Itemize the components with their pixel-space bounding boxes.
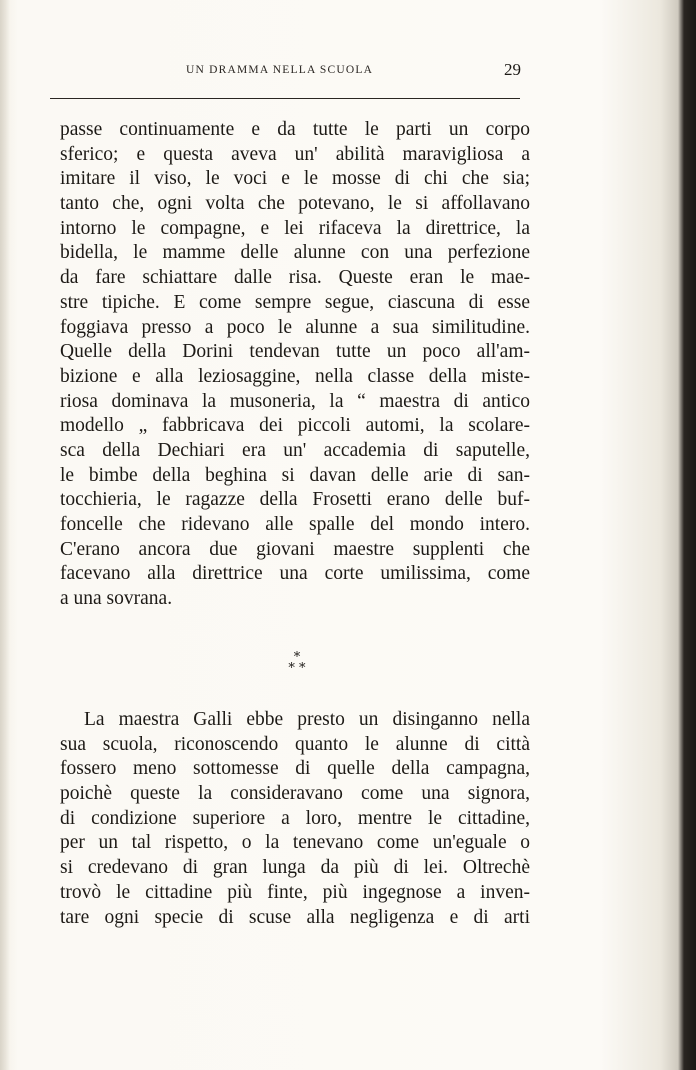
text-line: tanto che, ogni volta che potevano, le si affollavano	[60, 193, 530, 215]
text-line: riosa dominava la musoneria, la “ maestra di antico	[60, 390, 530, 412]
text-line: sua scuola, riconoscendo quanto le alunne di città	[60, 733, 530, 755]
asterism-top: *	[293, 650, 301, 665]
text-line: foncelle che ridevano alle spalle del mondo intero.	[60, 514, 530, 535]
text-line: foggiava presso a poco le alunne a sua similitudine.	[60, 316, 530, 338]
text-line: tocchieria, le ragazze della Frosetti erano delle buf-	[60, 489, 530, 511]
page-number: 29	[504, 60, 521, 79]
text-line: da fare schiattare dalle risa. Queste eran le mae-	[60, 267, 530, 289]
running-head: UN DRAMMA NELLA SCUOLA	[186, 64, 374, 76]
text-line: bizione e alla leziosaggine, nella classe della miste-	[60, 365, 530, 387]
text-line: La maestra Galli ebbe presto un disinganno nella	[84, 709, 530, 730]
text-line: facevano alla direttrice una corte umilissima, come	[60, 563, 530, 585]
text-line: sferico; e questa aveva un' abilità maravigliosa a	[60, 143, 530, 165]
text-line: imitare il viso, le voci e le mosse di chi che sia;	[60, 168, 530, 190]
text-line: si credevano di gran lunga da più di lei. Oltrechè	[60, 857, 530, 879]
paragraph-1	[60, 118, 530, 612]
text-line: a una sovrana.	[60, 588, 173, 610]
text-line: trovò le cittadine più finte, più ingegnose a inven-	[60, 881, 530, 903]
text-line: tare ogni specie di scuse alla negligenza e di arti	[60, 906, 530, 928]
text-line: per un tal rispetto, o la tenevano come un'eguale o	[60, 832, 530, 854]
page-gutter-shadow	[0, 0, 10, 1070]
text-line: sca della Dechiari era un' accademia di saputelle,	[60, 439, 530, 461]
text-line: poichè queste la consideravano come una signora,	[60, 783, 530, 805]
text-line: Quelle della Dorini tendevan tutte un poco all'am-	[60, 341, 530, 363]
text-line: di condizione superiore a loro, mentre le cittadine,	[60, 807, 530, 829]
asterism-bottom: * *	[288, 661, 306, 676]
paragraph-2	[60, 708, 530, 930]
text-line: intorno le compagne, e lei rifaceva la direttrice, la	[60, 217, 530, 239]
text-line: fossero meno sottomesse di quelle della campagna,	[60, 758, 530, 780]
text-line: stre tipiche. E come sempre segue, ciascuna di esse	[60, 291, 530, 313]
section-asterism	[280, 652, 314, 674]
text-line: bidella, le mamme delle alunne con una perfezione	[60, 242, 530, 264]
header-rule	[50, 98, 520, 99]
text-line: modello „ fabbricava dei piccoli automi, la scolare-	[60, 415, 530, 437]
text-line: C'erano ancora due giovani maestre supplenti che	[60, 538, 530, 560]
text-line: passe continuamente e da tutte le parti un corpo	[60, 119, 530, 140]
text-line: le bimbe della beghina si davan delle arie di san-	[60, 464, 530, 486]
